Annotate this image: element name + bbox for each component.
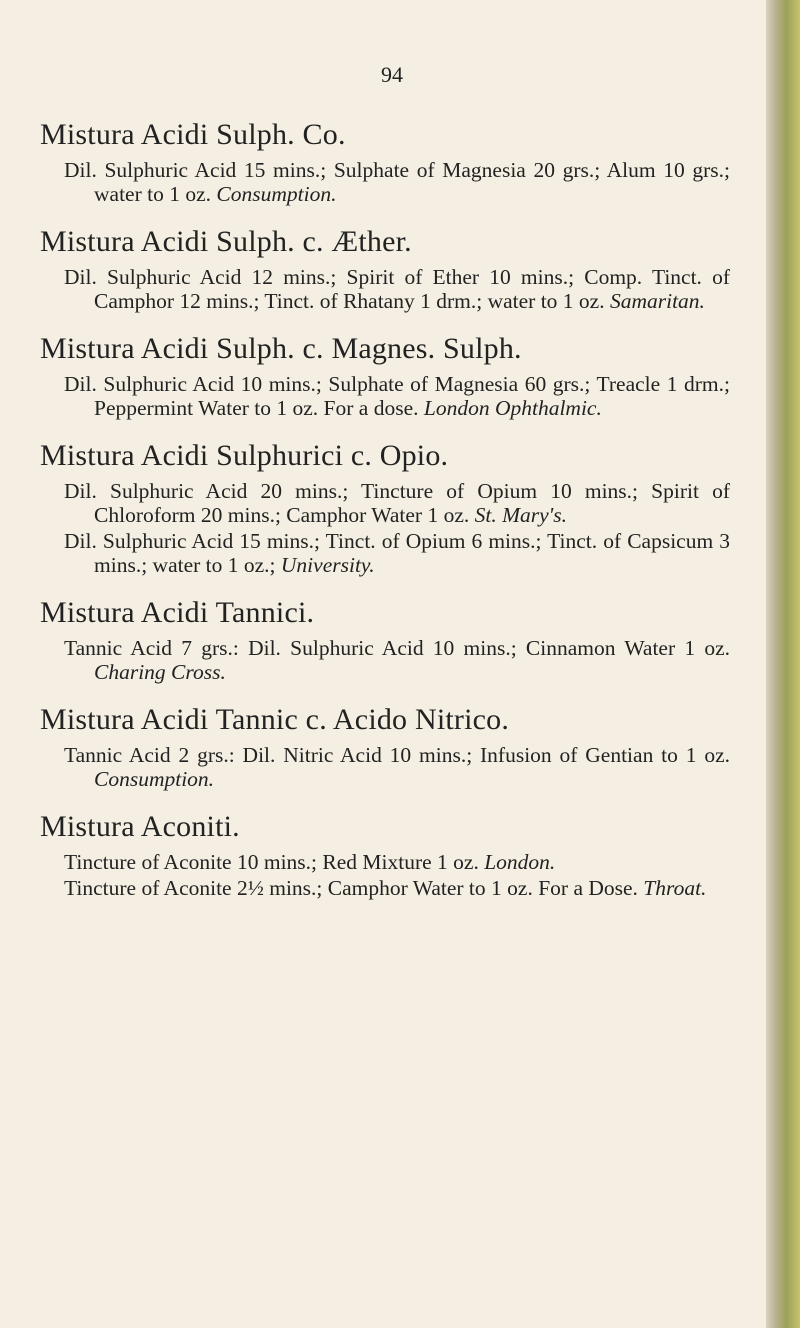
page-content [40,116,730,917]
entry-heading: Mistura Acidi Sulph. Co. [40,118,346,151]
recipe-body: Dil. Sulphuric Acid 20 mins.; Tincture of Opium 10 mins.; Spirit of Chloroform 20 mins.; Camphor Water 1 oz. [64,479,730,527]
recipe-text [40,158,730,206]
entry-mistura-acidi-sulphurici-opio [40,437,730,577]
entry-heading: Mistura Acidi Sulph. c. Æther. [40,225,412,258]
entry-heading: Mistura Acidi Sulphurici c. Opio. [40,439,449,472]
page-edge-binding [766,0,800,1328]
recipe-source: Consumption. [94,767,215,791]
entry-mistura-aconiti [40,808,730,900]
entry-heading: Mistura Aconiti. [40,810,240,843]
recipe-source: Charing Cross. [94,660,226,684]
recipe-text [40,529,730,577]
recipe-text [40,479,730,527]
recipe-body: Dil. Sulphuric Acid 15 mins.; Sulphate of Magnesia 20 grs.; Alum 10 grs.; water to 1 oz. [64,158,730,206]
recipe-text [40,850,730,874]
recipe-text [40,743,730,791]
entry-heading: Mistura Acidi Tannici. [40,596,315,629]
recipe-source: St. Mary's. [474,503,568,527]
recipe-body: Dil. Sulphuric Acid 10 mins.; Sulphate of Magnesia 60 grs.; Treacle 1 drm.; Peppermint Water to 1 oz. For a dose. [64,372,730,420]
recipe-source: Consumption. [216,182,337,206]
entry-mistura-acidi-sulph-co [40,116,730,206]
entry-heading: Mistura Acidi Tannic c. Acido Nitrico. [40,703,510,736]
entry-heading: Mistura Acidi Sulph. c. Magnes. Sulph. [40,332,522,365]
recipe-body: Tincture of Aconite 2½ mins.; Camphor Water to 1 oz. For a Dose. [64,876,638,900]
recipe-body: Tannic Acid 2 grs.: Dil. Nitric Acid 10 mins.; Infusion of Gentian to 1 oz. [64,743,730,767]
recipe-body: Dil. Sulphuric Acid 12 mins.; Spirit of Ether 10 mins.; Comp. Tinct. of Camphor 12 mins.; Tinct. of Rhatany 1 drm.; water to 1 oz. [64,265,730,313]
recipe-text [40,372,730,420]
recipe-text [40,636,730,684]
recipe-source: London Ophthalmic. [423,396,602,420]
recipe-source: University. [280,553,375,577]
entry-mistura-acidi-tannic-nitrico [40,701,730,791]
recipe-body: Tannic Acid 7 grs.: Dil. Sulphuric Acid 10 mins.; Cinnamon Water 1 oz. [64,636,730,660]
recipe-text [40,876,730,900]
recipe-source: Throat. [643,876,707,900]
recipe-text [40,265,730,313]
recipe-body: Tincture of Aconite 10 mins.; Red Mixture 1 oz. [64,850,479,874]
entry-mistura-acidi-tannici [40,594,730,684]
recipe-source: Samaritan. [609,289,705,313]
page-number: 94 [381,62,403,87]
entry-mistura-acidi-sulph-magnes [40,330,730,420]
entry-mistura-acidi-sulph-aether [40,223,730,313]
recipe-source: London. [484,850,556,874]
recipe-body: Dil. Sulphuric Acid 15 mins.; Tinct. of Opium 6 mins.; Tinct. of Capsicum 3 mins.; water to 1 oz.; [64,529,730,577]
